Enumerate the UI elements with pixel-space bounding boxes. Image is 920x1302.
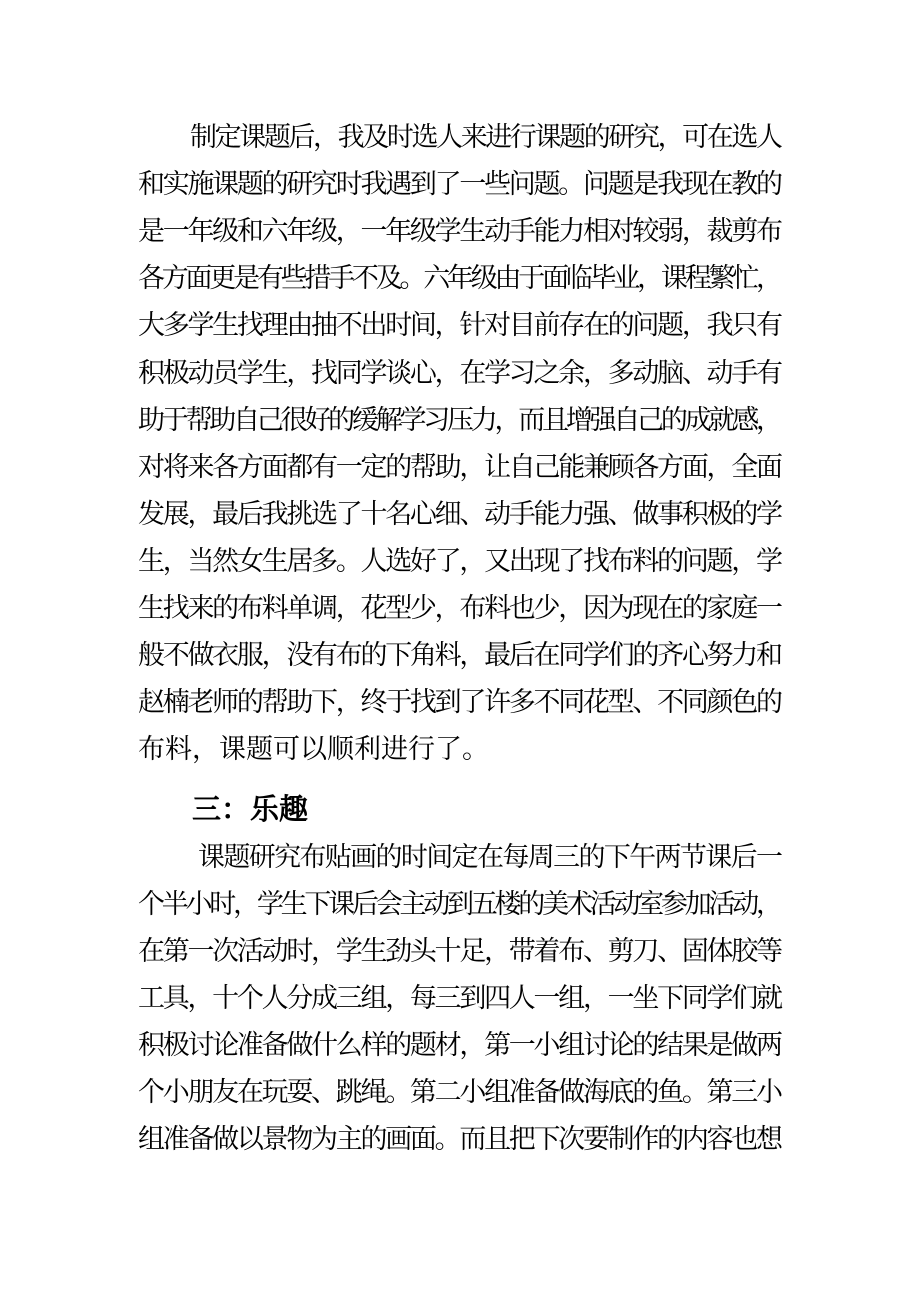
text-line: 组准备做以景物为主的画面。而且把下次要制作的内容也想 — [138, 1124, 781, 1155]
text-line: 般不做衣服，没有布的下角料，最后在同学们的齐心努力和 — [138, 640, 781, 671]
text-line: 赵楠老师的帮助下，终于找到了许多不同花型、不同颜色的 — [138, 687, 781, 718]
text-line: 生找来的布料单调，花型少，布料也少，因为现在的家庭一 — [138, 593, 781, 624]
text-line: 在第一次活动时，学生劲头十足，带着布、剪刀、固体胶等 — [138, 936, 781, 967]
text-line: 和实施课题的研究时我遇到了一些问题。问题是我现在教的 — [138, 169, 781, 200]
text-line: 发展，最后我挑选了十名心细、动手能力强、做事积极的学 — [138, 499, 781, 530]
text-line: 是一年级和六年级，一年级学生动手能力相对较弱，裁剪布 — [138, 216, 781, 247]
text-line: 对将来各方面都有一定的帮助，让自己能兼顾各方面，全面 — [138, 452, 781, 483]
text-line: 课题研究布贴画的时间定在每周三的下午两节课后一 — [198, 842, 782, 873]
text-line: 大多学生找理由抽不出时间，针对目前存在的问题，我只有 — [138, 310, 781, 341]
text-line: 积极讨论准备做什么样的题材，第一小组讨论的结果是做两 — [138, 1030, 781, 1061]
text-line: 工具，十个人分成三组，每三到四人一组，一坐下同学们就 — [138, 983, 781, 1014]
text-line: 制定课题后，我及时选人来进行课题的研究，可在选人 — [190, 122, 781, 153]
text-line: 积极动员学生，找同学谈心，在学习之余，多动脑、动手有 — [138, 358, 781, 389]
text-line: 个小朋友在玩耍、跳绳。第二小组准备做海底的鱼。第三小 — [138, 1077, 781, 1108]
text-line: 各方面更是有些措手不及。六年级由于面临毕业，课程繁忙， — [138, 263, 780, 294]
section-heading: 三：乐趣 — [192, 792, 309, 826]
text-line: 生，当然女生居多。人选好了，又出现了找布料的问题，学 — [138, 546, 781, 577]
text-line: 布料，课题可以顺利进行了。 — [138, 734, 489, 765]
text-line: 助于帮助自己很好的缓解学习压力，而且增强自己的成就感， — [138, 405, 780, 436]
text-line: 个半小时，学生下课后会主动到五楼的美术活动室参加活动， — [138, 889, 780, 920]
